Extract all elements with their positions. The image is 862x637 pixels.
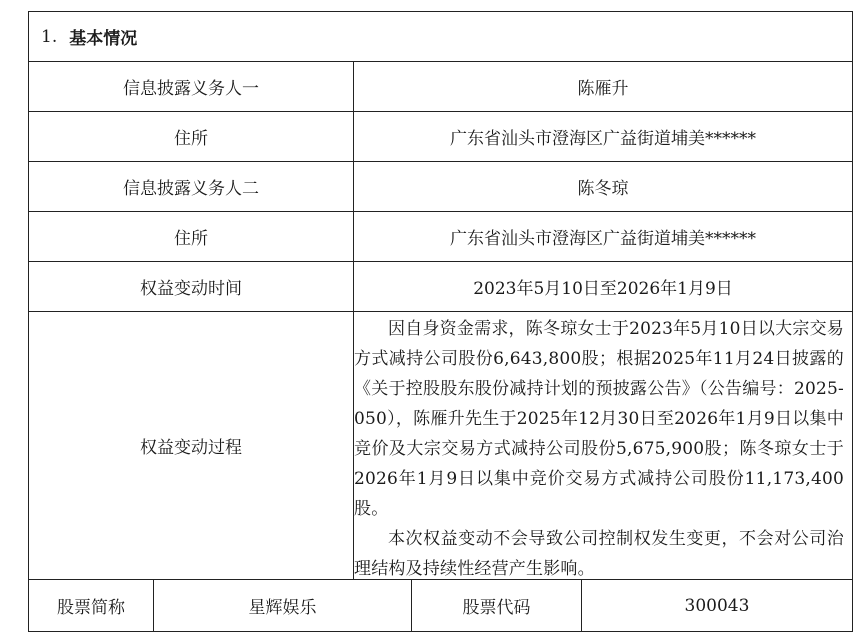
stock-name-label: 股票简称 [29, 580, 154, 631]
table-row [29, 162, 852, 212]
row-label: 信息披露义务人二 [29, 162, 354, 211]
stock-code-value: 300043 [684, 595, 750, 616]
table-row [29, 212, 852, 262]
info-table [28, 11, 853, 632]
table-row [29, 112, 852, 162]
section-title: 基本情况 [69, 29, 138, 49]
process-label: 权益变动过程 [29, 312, 354, 579]
stock-row [29, 580, 852, 632]
process-paragraph: 因自身资金需求，陈冬琼女士于2023年5月10日以大宗交易方式减持公司股份6,643,800股；根据2025年11月24日披露的《关于控股股东股份减持计划的预披露公告》（公告编号：2025-050），陈雁升先生于2025年12月30日至2026年1月9日以集中竞价及大宗交易方式减持公司股份5,675,900股；陈冬琼女士于2026年1月9日以集中竞价交易方式减持公司股份11,173,400股。 [354, 319, 844, 519]
section-number: 1. [41, 26, 58, 47]
row-label: 住所 [29, 112, 354, 161]
row-value: 广东省汕头市澄海区广益街道埔美****** [450, 229, 756, 249]
table-row [29, 262, 852, 312]
table-row [29, 62, 852, 112]
section-header [29, 12, 852, 61]
row-value: 2023年5月10日至2026年1月9日 [473, 279, 733, 299]
row-value: 陈雁升 [577, 79, 629, 99]
row-label: 权益变动时间 [29, 262, 354, 311]
row-label: 住所 [29, 212, 354, 261]
row-value: 陈冬琼 [577, 179, 629, 199]
process-paragraph: 本次权益变动不会导致公司控制权发生变更，不会对公司治理结构及持续性经营产生影响。 [354, 529, 844, 579]
row-value: 广东省汕头市澄海区广益街道埔美****** [450, 129, 756, 149]
process-description [354, 312, 844, 584]
process-row [29, 312, 852, 580]
stock-code-label: 股票代码 [412, 580, 582, 631]
stock-name-value: 星辉娱乐 [154, 580, 412, 631]
section-header-row [29, 12, 852, 62]
row-label: 信息披露义务人一 [29, 62, 354, 111]
